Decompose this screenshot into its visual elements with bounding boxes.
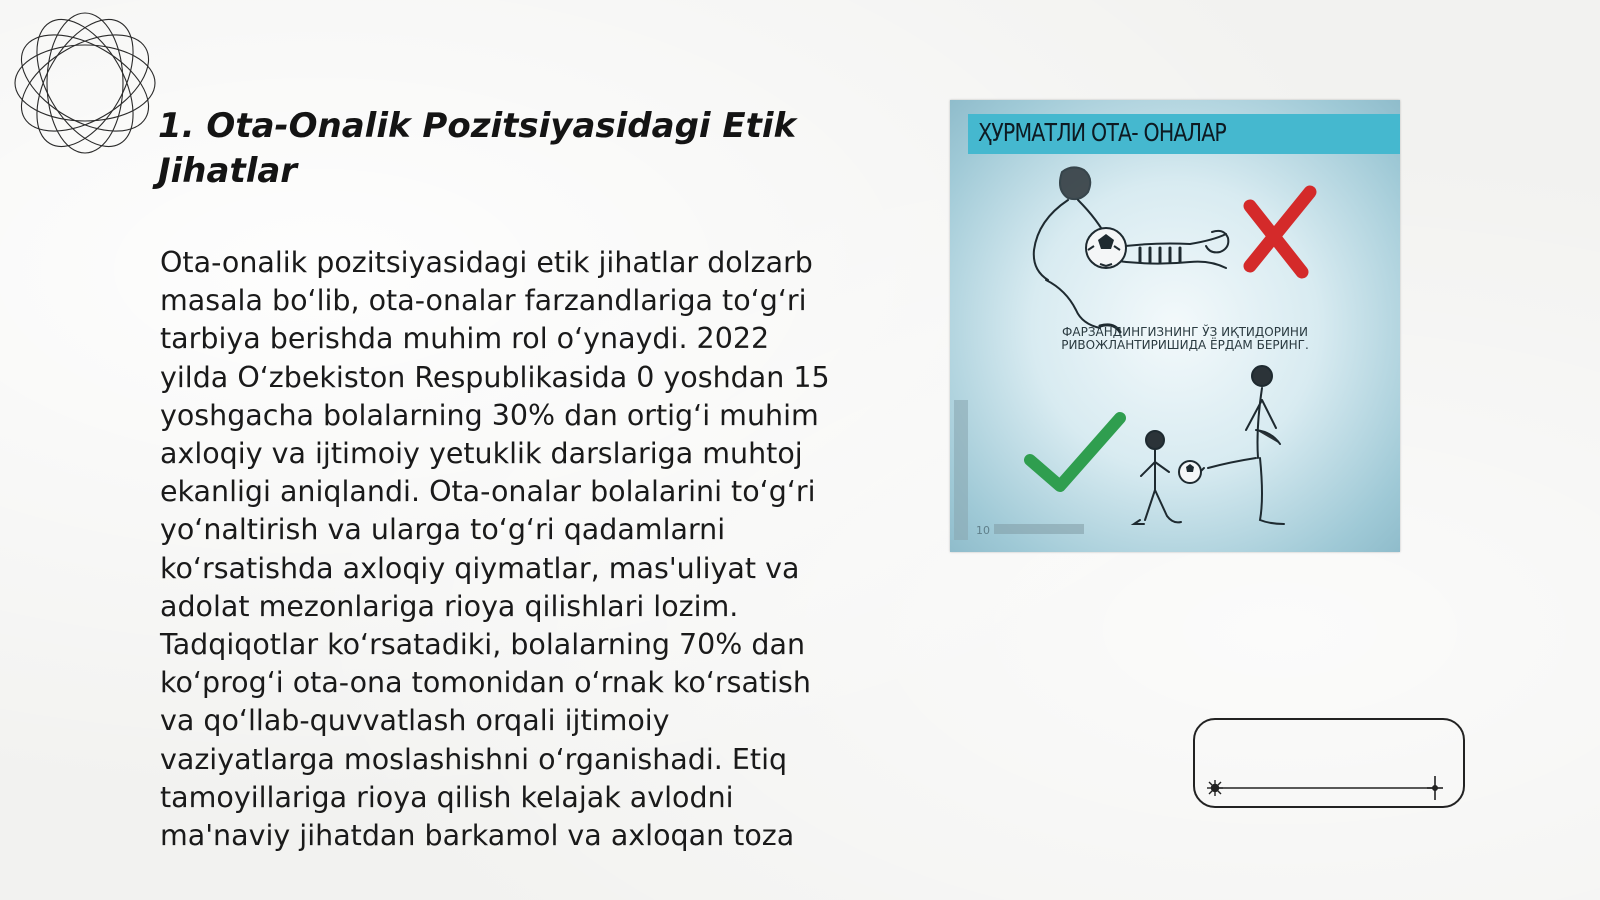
slide-body-text: Ota-onalik pozitsiyasidagi etik jihatlar dolzarb masala bo‘lib, ota-onalar farzandlariga to‘g‘ri tarbiya berishda muhim rol o‘ynaydi. 2022 yilda O‘zbekiston Respublikasida 0 yoshdan 15 yoshgacha bolalarning 30% dan ortig‘i muhim axloqiy va ijtimoiy yetuklik darslariga muhtoj ekanligi aniqlandi. Ota-onalar bolalarini to‘g‘ri yo‘naltirish va ularga to‘g‘ri qadamlarni ko‘rsatishda axloqiy qiymatlar, mas'uliyat va adolat mezonlariga rioya qilishlari lozim. Tadqiqotlar ko‘rsatadiki, bolalarning 70% dan ko‘prog‘i ota-ona tomonidan o‘rnak ko‘rsatish va qo‘llab-quvvatlash orqali ijtimoiy vaziyatlarga moslashishni o‘rganishadi. Etiq tamoyillariga rioya qilish kelajak avlodni ma'naviy jihatdan barkamol va axloqan toza	[160, 246, 830, 853]
cross-mark-icon	[1250, 192, 1310, 272]
decorative-slider-box	[1193, 718, 1465, 808]
poster-page-number: 10	[976, 524, 990, 537]
falling-child-sketch	[1034, 167, 1229, 332]
ring-pattern-icon	[10, 8, 160, 158]
decorative-slider-line	[1193, 718, 1465, 808]
poster-banner-text: ҲУРМАТЛИ ОТА- ОНАЛАР	[978, 118, 1226, 147]
poster-caption: ФАРЗАНДИНГИЗНИНГ ЎЗ ИҚТИДОРИНИ РИВОЖЛАНТИРИШИДА ЁРДАМ БЕРИНГ.	[1061, 325, 1309, 352]
sparkle-icon	[1207, 780, 1223, 796]
check-mark-icon	[1030, 418, 1120, 486]
slide-title: 1. Ota-Onalik Pozitsiyasidagi Etik Jihatlar	[158, 106, 797, 191]
plus-star-icon	[1427, 776, 1443, 800]
father-child-sketch	[1134, 366, 1284, 524]
parenting-poster-image	[950, 100, 1400, 552]
